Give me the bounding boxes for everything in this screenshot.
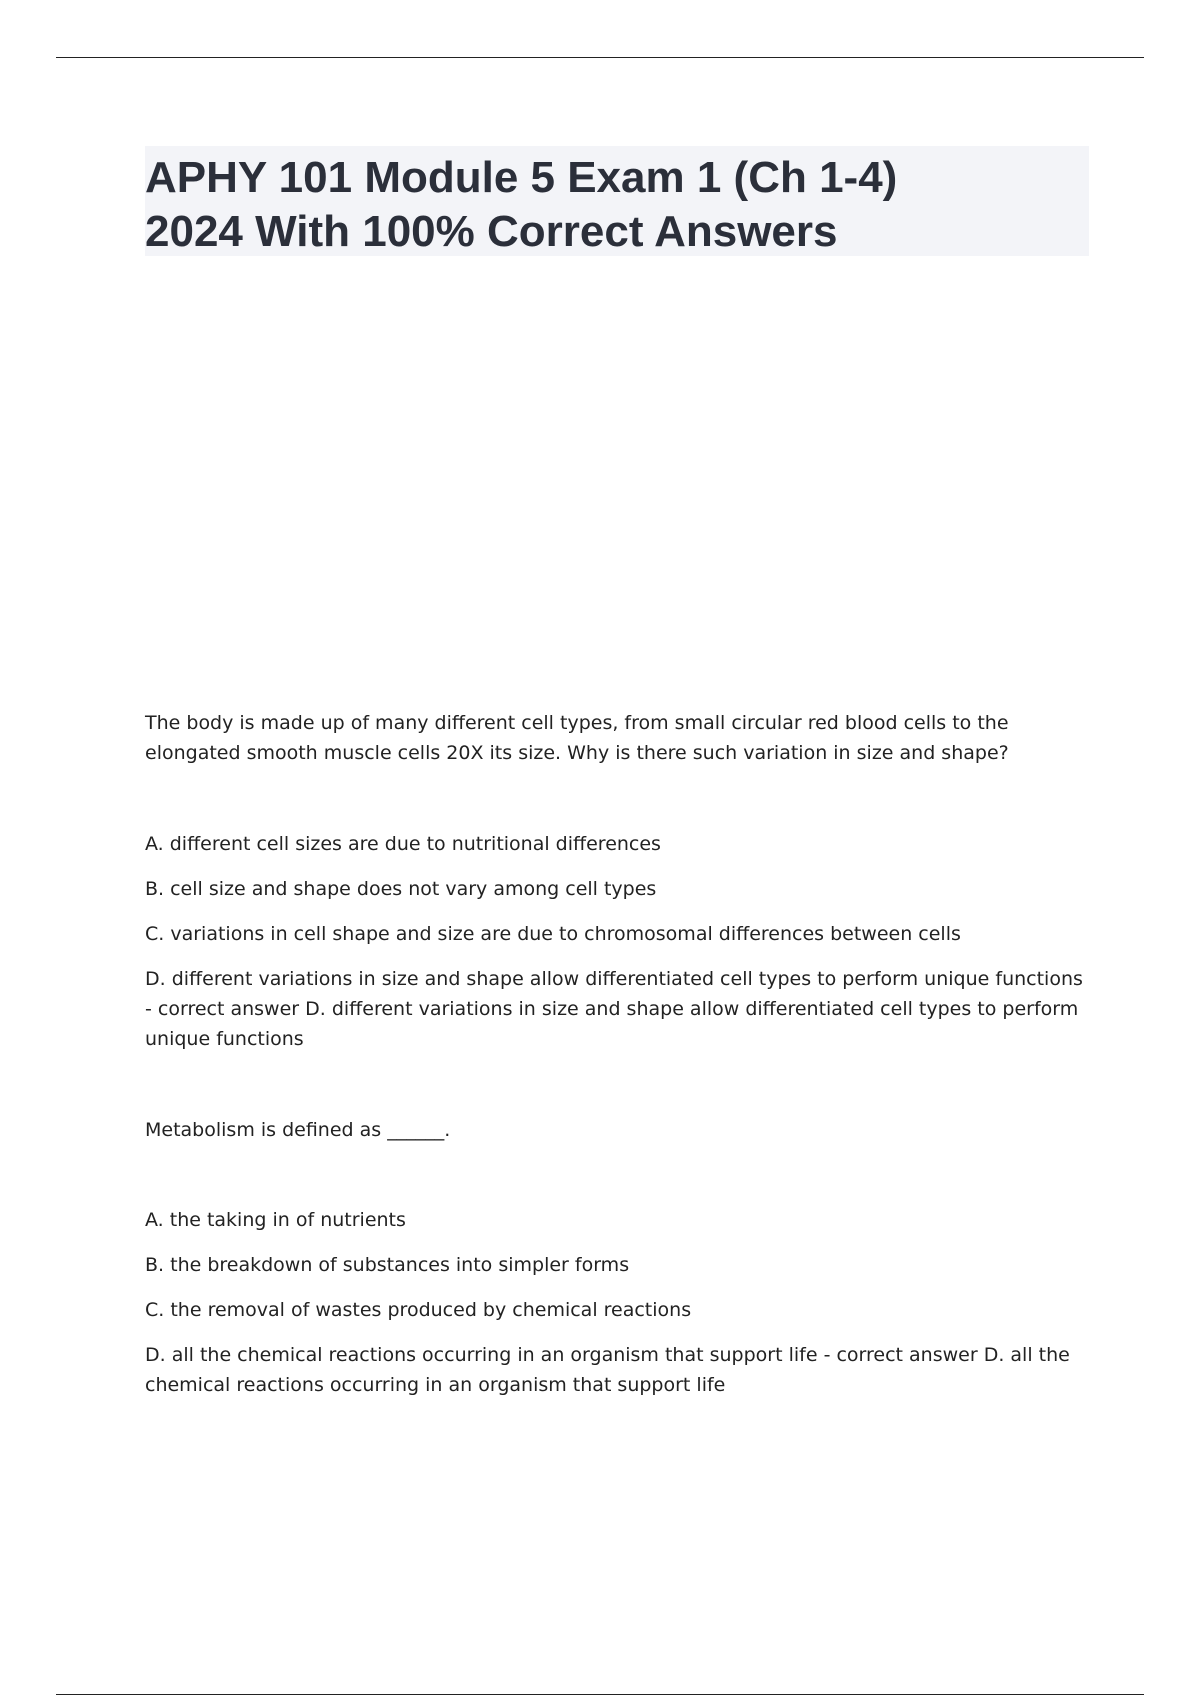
answer-option: B. the breakdown of substances into simpler forms [145, 1254, 630, 1276]
answer-option: C. variations in cell shape and size are due to chromosomal differences between cells [145, 923, 961, 945]
question-1-option-a [145, 829, 1090, 859]
question-2-option-b [145, 1250, 1090, 1280]
answer-option: A. the taking in of nutrients [145, 1209, 406, 1231]
footer-rule [56, 1694, 1144, 1695]
title-line-2: 2024 With 100% Correct Answers [145, 207, 838, 256]
question-1-option-b [145, 874, 1090, 904]
answer-option: B. cell size and shape does not vary among cell types [145, 878, 657, 900]
answer-option: D. different variations in size and shape allow differentiated cell types to perform unique functions - correct answer D. different variations in size and shape allow differentiated cell types to perform unique functions [145, 968, 1083, 1050]
answer-option: A. different cell sizes are due to nutritional differences [145, 833, 661, 855]
question-2-option-c [145, 1295, 1090, 1325]
question-stem: Metabolism is defined as ______. [145, 1119, 451, 1141]
document-title [145, 146, 1089, 256]
question-1-option-d [145, 964, 1090, 1054]
title-line-1: APHY 101 Module 5 Exam 1 (Ch 1-4) [145, 153, 898, 202]
question-2-option-d [145, 1340, 1090, 1400]
answer-option: C. the removal of wastes produced by chemical reactions [145, 1299, 692, 1321]
header-rule [56, 57, 1144, 58]
question-1-stem [145, 708, 1090, 768]
question-1-option-c [145, 919, 1090, 949]
question-2-option-a [145, 1205, 1090, 1235]
answer-option: D. all the chemical reactions occurring in an organism that support life - correct answer D. all the chemical reactions occurring in an organism that support life [145, 1344, 1070, 1396]
question-2-stem [145, 1115, 1090, 1145]
question-stem: The body is made up of many different cell types, from small circular red blood cells to the elongated smooth muscle cells 20X its size. Why is there such variation in size and shape? [145, 712, 1009, 764]
